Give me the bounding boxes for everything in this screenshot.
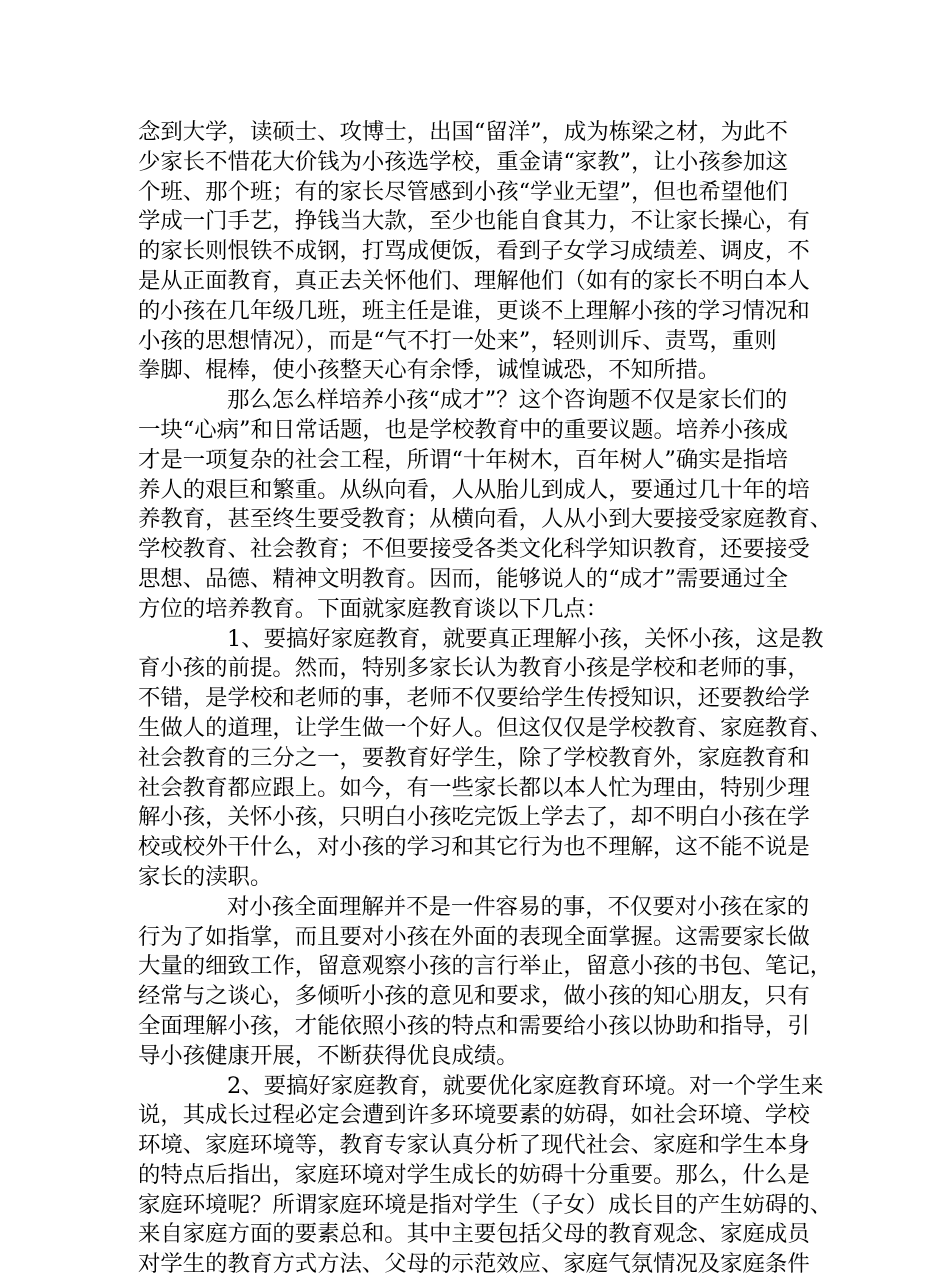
paragraph-4: [138, 893, 818, 1072]
text-line: 社会教育的三分之一，要教育好学生，除了学校教育外，家庭教育和: [138, 744, 818, 774]
text-line: 那么怎么样培养小孩“成才”？这个咨询题不仅是家长们的: [138, 386, 818, 416]
text-line: 生做人的道理，让学生做一个好人。但这仅仅是学校教育、家庭教育、: [138, 714, 818, 744]
text-line: 的家长则恨铁不成钢，打骂成便饭，看到子女学习成绩差、调皮，不: [138, 237, 818, 267]
text-line: 学校教育、社会教育；不但要接受各类文化科学知识教育，还要接受: [138, 535, 818, 565]
text-line: 小孩的思想情况），而是“气不打一处来”，轻则训斥、责骂，重则: [138, 327, 818, 357]
text-line: 2、要搞好家庭教育，就要优化家庭教育环境。对一个学生来: [138, 1072, 818, 1102]
text-line: 家庭环境呢？所谓家庭环境是指对学生（子女）成长目的产生妨碍的、: [138, 1191, 818, 1221]
text-line: 养教育，甚至终生要受教育；从横向看，人从小到大要接受家庭教育、: [138, 505, 818, 535]
text-line: 一块“心病”和日常话题，也是学校教育中的重要议题。培养小孩成: [138, 416, 818, 446]
paragraph-2: [138, 386, 818, 624]
text-line: 家长的渎职。: [138, 863, 818, 893]
text-line: 养人的艰巨和繁重。从纵向看，人从胎儿到成人，要通过几十年的培: [138, 476, 818, 506]
text-line: 环境、家庭环境等，教育专家认真分析了现代社会、家庭和学生本身: [138, 1131, 818, 1161]
text-line: 行为了如指掌，而且要对小孩在外面的表现全面掌握。这需要家长做: [138, 923, 818, 953]
text-line: 的特点后指出，家庭环境对学生成长的妨碍十分重要。那么，什么是: [138, 1161, 818, 1191]
paragraph-3: [138, 625, 818, 893]
text-line: 对学生的教育方式方法、父母的示范效应、家庭气氛情况及家庭条件: [138, 1250, 818, 1280]
paragraph-1: [138, 118, 818, 386]
text-line: 方位的培养教育。下面就家庭教育谈以下几点：: [138, 595, 818, 625]
text-line: 的小孩在几年级几班，班主任是谁，更谈不上理解小孩的学习情况和: [138, 297, 818, 327]
text-line: 拳脚、棍棒，使小孩整天心有余悸，诚惶诚恐，不知所措。: [138, 356, 818, 386]
text-line: 全面理解小孩，才能依照小孩的特点和需要给小孩以协助和指导，引: [138, 1012, 818, 1042]
text-line: 校或校外干什么，对小孩的学习和其它行为也不理解，这不能不说是: [138, 833, 818, 863]
text-line: 解小孩，关怀小孩，只明白小孩吃完饭上学去了，却不明白小孩在学: [138, 803, 818, 833]
body-text: [138, 118, 818, 1280]
text-line: 社会教育都应跟上。如今，有一些家长都以本人忙为理由，特别少理: [138, 774, 818, 804]
text-line: 不错，是学校和老师的事，老师不仅要给学生传授知识，还要教给学: [138, 684, 818, 714]
text-line: 说，其成长过程必定会遭到许多环境要素的妨碍，如社会环境、学校: [138, 1101, 818, 1131]
text-line: 学成一门手艺，挣钱当大款，至少也能自食其力，不让家长操心，有: [138, 207, 818, 237]
text-line: 经常与之谈心，多倾听小孩的意见和要求，做小孩的知心朋友，只有: [138, 982, 818, 1012]
text-line: 育小孩的前提。然而，特别多家长认为教育小孩是学校和老师的事，: [138, 654, 818, 684]
text-line: 才是一项复杂的社会工程，所谓“十年树木，百年树人”确实是指培: [138, 446, 818, 476]
text-line: 大量的细致工作，留意观察小孩的言行举止，留意小孩的书包、笔记，: [138, 952, 818, 982]
text-line: 少家长不惜花大价钱为小孩选学校，重金请“家教”，让小孩参加这: [138, 148, 818, 178]
paragraph-5: [138, 1072, 818, 1280]
text-line: 思想、品德、精神文明教育。因而，能够说人的“成才”需要通过全: [138, 565, 818, 595]
text-line: 来自家庭方面的要素总和。其中主要包括父母的教育观念、家庭成员: [138, 1220, 818, 1250]
text-line: 导小孩健康开展，不断获得优良成绩。: [138, 1042, 818, 1072]
text-line: 对小孩全面理解并不是一件容易的事，不仅要对小孩在家的: [138, 893, 818, 923]
text-line: 个班、那个班；有的家长尽管感到小孩“学业无望”，但也希望他们: [138, 178, 818, 208]
text-line: 念到大学，读硕士、攻博士，出国“留洋”，成为栋梁之材，为此不: [138, 118, 818, 148]
text-line: 是从正面教育，真正去关怀他们、理解他们（如有的家长不明白本人: [138, 267, 818, 297]
text-line: 1、要搞好家庭教育，就要真正理解小孩，关怀小孩，这是教: [138, 625, 818, 655]
